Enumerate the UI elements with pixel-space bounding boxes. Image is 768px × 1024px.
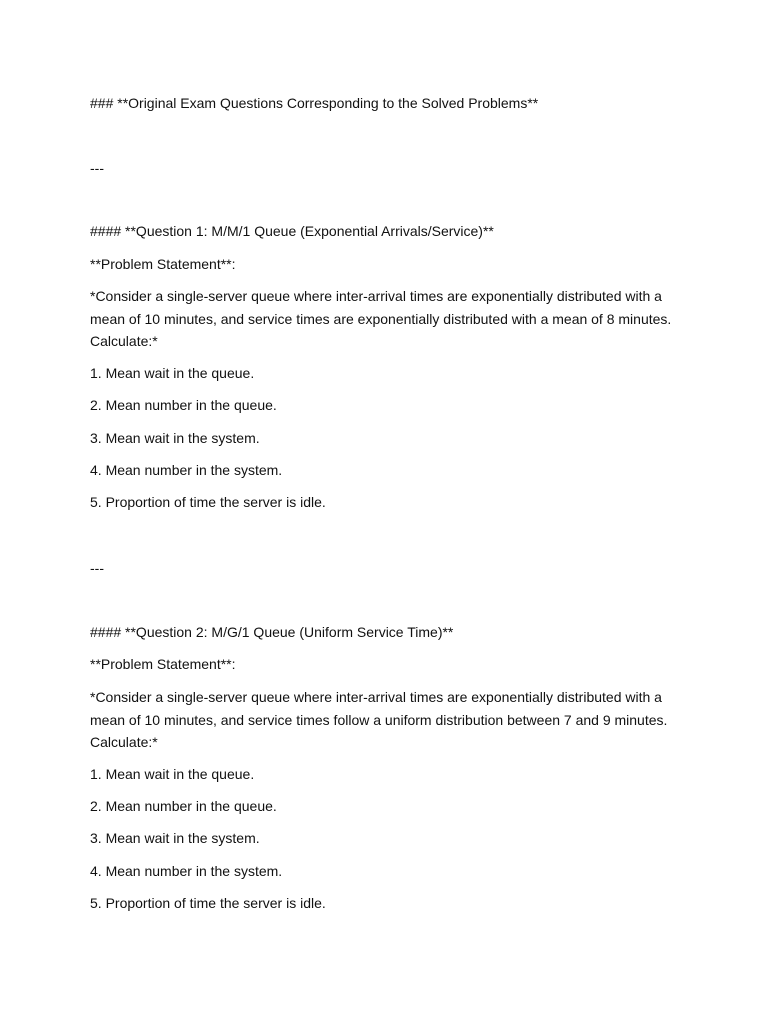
separator: --- bbox=[90, 560, 104, 576]
separator: --- bbox=[90, 160, 104, 176]
question-1-item: 1. Mean wait in the queue. bbox=[90, 365, 255, 381]
question-2-item: 4. Mean number in the system. bbox=[90, 863, 283, 879]
question-2-item: 3. Mean wait in the system. bbox=[90, 830, 260, 846]
question-1-statement: *Consider a single-server queue where inter-arrival times are exponentially distributed with a mean of 10 minutes, and service times are exponentially distributed with a mean of 8 minutes. Calculate:* bbox=[90, 288, 672, 349]
question-2-statement-label: **Problem Statement**: bbox=[90, 656, 236, 672]
question-1-item: 3. Mean wait in the system. bbox=[90, 430, 260, 446]
question-2-item: 2. Mean number in the queue. bbox=[90, 798, 277, 814]
question-1-item: 4. Mean number in the system. bbox=[90, 462, 283, 478]
question-2-statement: *Consider a single-server queue where inter-arrival times are exponentially distributed with a mean of 10 minutes, and service times follow a uniform distribution between 7 and 9 minutes. Calculate:* bbox=[90, 689, 668, 750]
question-1-item: 2. Mean number in the queue. bbox=[90, 397, 277, 413]
question-1-item: 5. Proportion of time the server is idle. bbox=[90, 494, 326, 510]
question-1-title: #### **Question 1: M/M/1 Queue (Exponential Arrivals/Service)** bbox=[90, 223, 494, 239]
document-heading: ### **Original Exam Questions Corresponding to the Solved Problems** bbox=[90, 95, 539, 111]
question-1-statement-label: **Problem Statement**: bbox=[90, 256, 236, 272]
question-2-title: #### **Question 2: M/G/1 Queue (Uniform Service Time)** bbox=[90, 624, 454, 640]
question-2-item: 1. Mean wait in the queue. bbox=[90, 766, 255, 782]
question-2-item: 5. Proportion of time the server is idle. bbox=[90, 895, 326, 911]
